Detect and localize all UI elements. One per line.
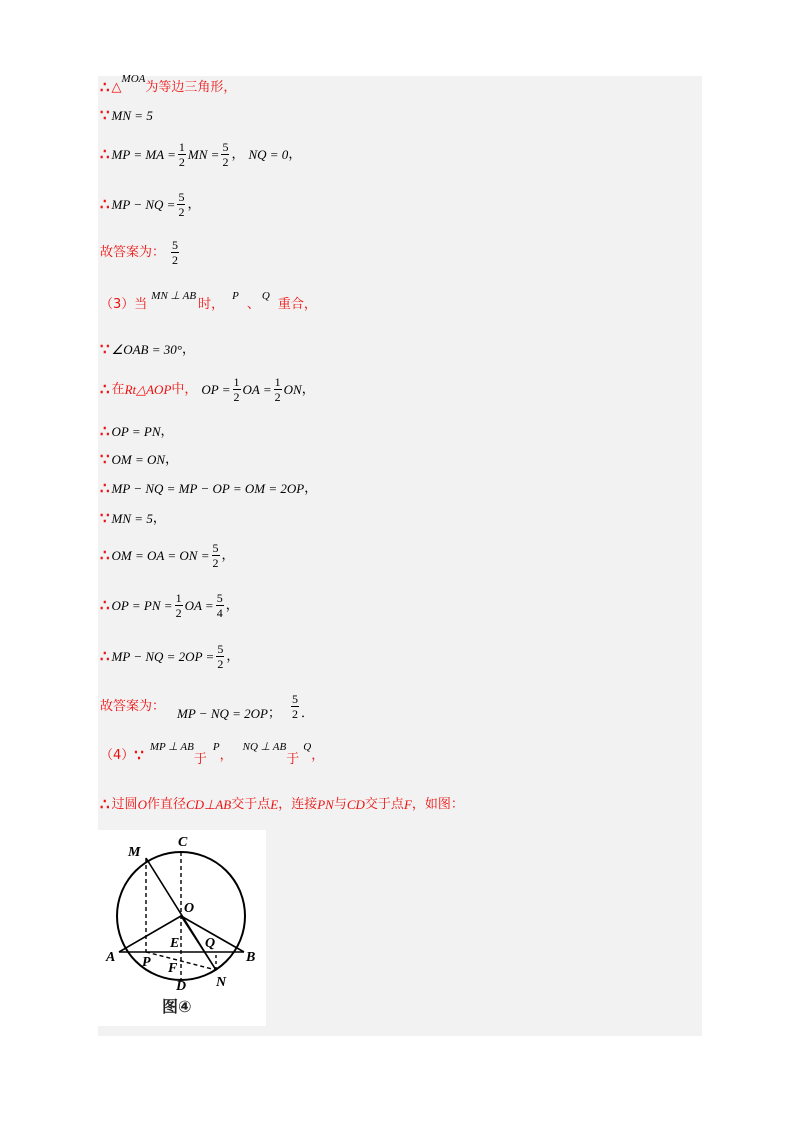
line-text: 时， [198, 297, 225, 312]
label-o: O [184, 901, 195, 916]
math-mn-5: MN = 5 [111, 108, 153, 123]
line-part-4-intro [100, 741, 325, 767]
point-f: F [403, 797, 412, 812]
line-mn-5b [100, 511, 166, 526]
line-answer-3 [100, 693, 314, 720]
line-text: 交于点 [231, 797, 271, 812]
fraction: $\frac{5}{2}$ [172, 238, 179, 267]
fraction: $\frac{5}{4}$ [216, 591, 223, 620]
label-m: M [128, 845, 141, 860]
line-moa-equilateral [100, 73, 237, 96]
fraction: $\frac{1}{2}$ [178, 140, 185, 169]
label-e: E [170, 936, 180, 951]
line-answer-2 [100, 239, 181, 266]
part-4-label: （4） [100, 748, 135, 763]
comma: ， [288, 147, 302, 162]
comma: ， [165, 452, 179, 467]
label-f: F [168, 961, 178, 976]
point-o: O [137, 797, 147, 812]
label-p: P [142, 955, 151, 970]
fraction: $\frac{1}{2}$ [233, 375, 240, 404]
point-q: Q [261, 290, 270, 302]
math-mp-nq-2op: MP − NQ = MP − OP = OM = 2OP [111, 481, 305, 496]
therefore-symbol: ∴ [100, 596, 110, 614]
line-om-oa-on [100, 542, 235, 569]
math-nq-perp-ab: NQ ⊥ AB [242, 741, 287, 753]
line-mn-5 [100, 108, 153, 123]
geometry-figure [98, 830, 266, 1026]
line-mp-nq-result [100, 191, 200, 218]
math-mp-perp-ab: MP ⊥ AB [149, 741, 194, 753]
because-symbol: ∵ [100, 450, 110, 468]
line-angle-oab [100, 342, 195, 357]
label-d: D [176, 979, 187, 994]
fraction: $\frac{5}{2}$ [178, 190, 185, 219]
circle-diagram [98, 830, 266, 1026]
math-text: OA = [184, 598, 214, 613]
because-symbol: ∵ [134, 746, 144, 764]
line-text: 为等边三角形， [145, 80, 237, 95]
comma: ， [231, 147, 245, 162]
math-text: OA = [242, 382, 272, 397]
label-q: Q [205, 936, 216, 951]
fraction: $\frac{5}{2}$ [217, 642, 224, 671]
line-text: 过圆 [111, 797, 138, 812]
therefore-symbol: ∴ [100, 479, 110, 497]
line-text: 交于点 [364, 797, 404, 812]
comma: ， [160, 424, 174, 439]
figure-caption: 图④ [162, 997, 192, 1016]
line-op-pn [100, 424, 174, 439]
comma: ， [219, 748, 233, 763]
line-mp-nq-final [100, 643, 239, 670]
segment-pn: PN [317, 797, 334, 812]
math-cd-perp-ab: CD⊥AB [185, 797, 232, 812]
point-p: P [212, 741, 220, 753]
period: ． [301, 706, 315, 721]
math-text: MP = MA = [111, 147, 176, 162]
line-mp-ma [100, 141, 301, 168]
math-angle-oab: ∠OAB = 30° [111, 342, 182, 357]
because-symbol: ∵ [100, 509, 110, 527]
math-text: MN = [187, 147, 220, 162]
comma: ， [181, 342, 195, 357]
point-q: Q [303, 741, 312, 753]
label-b: B [246, 950, 256, 965]
fraction: $\frac{5}{2}$ [212, 541, 219, 570]
line-rt-aop [100, 376, 315, 403]
line-text: 重合， [277, 297, 317, 312]
comma: ， [304, 481, 318, 496]
comma: ， [301, 382, 315, 397]
comma: ， [311, 748, 325, 763]
part-3-label: （3）当 [100, 297, 148, 312]
label-n: N [216, 975, 227, 990]
segment-cd: CD [346, 797, 365, 812]
therefore-symbol: ∴ [100, 145, 110, 163]
therefore-symbol: ∴ [100, 422, 110, 440]
line-text: 中， [171, 382, 198, 397]
point-e: E [270, 797, 279, 812]
line-text: 于 [193, 752, 207, 767]
point-p: P [232, 290, 239, 302]
math-text: OM = OA = ON = [111, 548, 210, 563]
math-mn-perp-ab: MN ⊥ AB [151, 290, 197, 302]
math-text: MP − NQ = [111, 197, 176, 212]
therefore-symbol: ∴ [100, 647, 110, 665]
therefore-symbol: ∴ [100, 195, 110, 213]
math-rt-aop: Rt△AOP [124, 382, 172, 397]
therefore-symbol: ∴ [100, 546, 110, 564]
math-text: OP = [201, 382, 231, 397]
math-text: MP − NQ = 2OP = [111, 649, 215, 664]
fraction: $\frac{5}{2}$ [222, 140, 229, 169]
comma: ， [225, 598, 239, 613]
therefore-symbol: ∴ [100, 795, 110, 813]
line-om-on [100, 452, 178, 467]
math-moa: MOA [121, 73, 146, 85]
comma: ， [221, 548, 235, 563]
therefore-symbol: ∴ [100, 380, 110, 398]
line-text: 作直径 [146, 797, 186, 812]
math-om-on: OM = ON [111, 452, 166, 467]
fraction: $\frac{1}{2}$ [175, 591, 182, 620]
comma: ， [152, 511, 166, 526]
separator: 、 [246, 297, 260, 312]
line-part-3-intro [100, 290, 317, 312]
therefore-symbol: ∴ [100, 78, 110, 96]
line-text: 在 [111, 382, 125, 397]
math-mp-nq-2op: MP − NQ = 2OP [177, 706, 268, 721]
fraction: $\frac{5}{2}$ [292, 692, 298, 721]
comma: ， [226, 649, 240, 664]
fraction: $\frac{1}{2}$ [274, 375, 281, 404]
math-text: ON [283, 382, 302, 397]
line-op-pn-oa [100, 592, 239, 619]
math-nq-0: NQ = 0 [248, 147, 289, 162]
math-text: OP = PN = [111, 598, 173, 613]
line-text: ，连接 [278, 797, 318, 812]
because-symbol: ∵ [100, 106, 110, 124]
separator: ； [267, 706, 281, 721]
line-text: 与 [333, 797, 347, 812]
answer-label: 故答案为： [100, 245, 166, 260]
because-symbol: ∵ [100, 340, 110, 358]
line-text: ，如图： [411, 797, 464, 812]
math-mn-5: MN = 5 [111, 511, 153, 526]
math-op-pn: OP = PN [111, 424, 161, 439]
line-text: 于 [286, 752, 300, 767]
label-c: C [178, 835, 188, 850]
triangle-symbol: △ [111, 80, 122, 95]
answer-label: 故答案为： [100, 699, 166, 714]
line-mp-nq-2op [100, 481, 317, 496]
label-a: A [106, 950, 116, 965]
comma: ， [187, 197, 201, 212]
line-construction [100, 797, 464, 812]
